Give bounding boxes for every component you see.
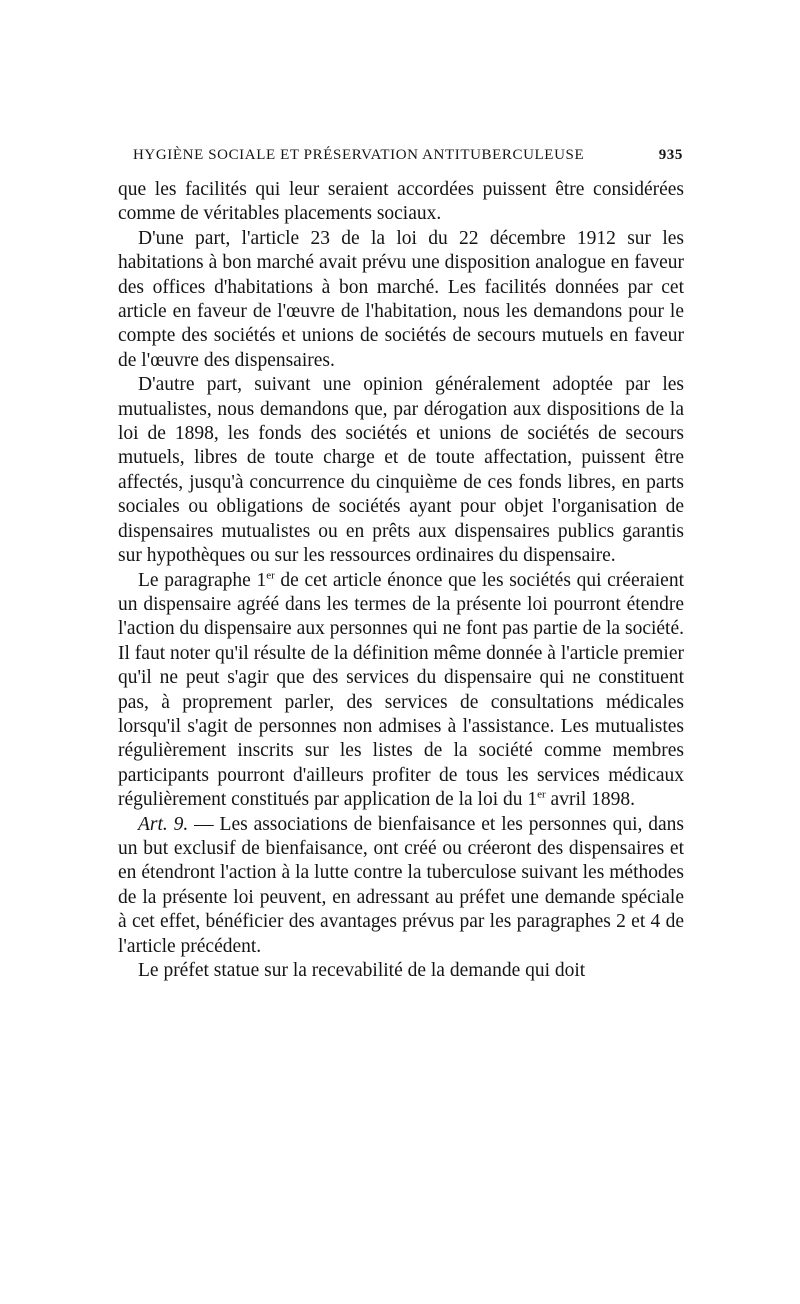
paragraph-premier-middle: de cet article énonce que les sociétés qui créeraient un dispensaire agréé dans les termes de la présente loi pourront étendre l'action du dispensaire aux personnes qui ne font pas partie de la société. Il faut noter qu'il résulte de la définition même donnée à l'article premier qu'il ne peut s'agir que des services du dispensaire qui ne constituent pas, à proprement parler, des services de consultations médicales lorsqu'il s'agit de personnes non admises à l'assistance. Les mutualistes régulièrement inscrits sur les listes de la société comme membres participants pourront d'ailleurs profiter de tous les services médicaux régulièrement constitués par application de la loi du 1 (118, 569, 684, 811)
paragraph-prefet: Le préfet statue sur la recevabilité de la demande qui doit (138, 960, 586, 981)
article-label: Art. 9. (138, 813, 189, 835)
body-text (118, 178, 684, 983)
page-number: 935 (658, 147, 683, 163)
article-9-text: — Les associations de bienfaisance et les personnes qui, dans un but exclusif de bienfaisance, ont créé ou créeront des dispensaires et en étendront l'action à la lutte contre la tuberculose suivant les méthodes de la présente loi peuvent, en adressant au préfet une demande spéciale à cet effet, bénéficier des avantages prévus par les paragraphes 2 et 4 de l'article précédent. (118, 813, 684, 957)
paragraph-continuation: que les facilités qui leur seraient accordées puissent être considérées comme de véritables placements sociaux. (118, 179, 684, 225)
paragraph-premier-end: avril 1898. (545, 789, 636, 811)
paragraph-mutualistes: D'autre part, suivant une opinion généralement adoptée par les mutualistes, nous demandons que, par dérogation aux dispositions de la loi de 1898, les fonds des sociétés et unions de sociétés de secours mutuels, libres de toute charge et de toute affectation, puissent être affectés, jusqu'à concurrence du cinquième de ces fonds libres, en parts sociales ou obligations de sociétés ayant pour objet l'organisation de dispensaires mutualistes ou en prêts aux dispensaires publics garantis sur hypothèques ou sur les ressources ordinaires du dispensaire. (118, 374, 684, 567)
superscript-er: er (266, 569, 275, 581)
paragraph-premier (118, 569, 684, 813)
running-header (133, 147, 683, 164)
superscript-er: er (537, 788, 546, 801)
paragraph-article-23: D'une part, l'article 23 de la loi du 22 décembre 1912 sur les habitations à bon marché avait prévu une disposition analogue en faveur des offices d'habitations à bon marché. Les facilités données par cet article en faveur de l'œuvre de l'habitation, nous les demandons pour le compte des sociétés et unions de sociétés de secours mutuels en faveur de l'œuvre des dispensaires. (118, 227, 684, 371)
paragraph-article-9 (118, 813, 684, 959)
paragraph-premier-start: Le paragraphe 1 (138, 569, 267, 591)
running-header-title: HYGIÈNE SOCIALE ET PRÉSERVATION ANTITUBERCULEUSE (133, 147, 585, 163)
